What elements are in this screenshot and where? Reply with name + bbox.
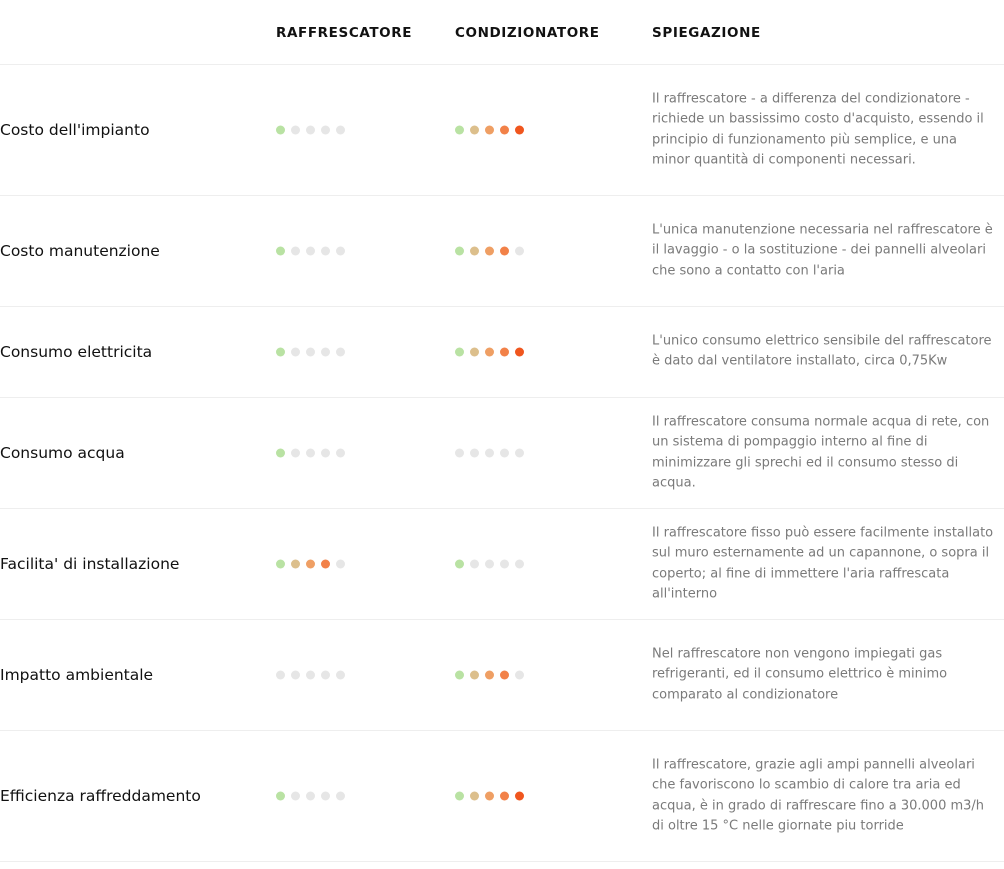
row-label: Costo dell'impianto <box>0 121 150 139</box>
rating-dot <box>336 449 345 458</box>
rating-dot <box>336 126 345 135</box>
row-label: Efficienza raffreddamento <box>0 787 201 805</box>
rating-dot <box>515 247 524 256</box>
raffrescatore-rating <box>276 560 345 569</box>
rating-dot <box>500 560 509 569</box>
rating-dot <box>276 560 285 569</box>
row-label: Facilita' di installazione <box>0 555 180 573</box>
condizionatore-rating <box>455 126 524 135</box>
rating-dot <box>306 560 315 569</box>
rating-dot <box>336 560 345 569</box>
rating-dot <box>321 348 330 357</box>
rating-dot <box>306 348 315 357</box>
rating-dot <box>291 560 300 569</box>
row-description: L'unica manutenzione necessaria nel raffrescatore è il lavaggio - o la sostituzione - dei pannelli alveolari che sono a contatto con l'aria <box>652 222 993 279</box>
rating-dot <box>500 247 509 256</box>
rating-dot <box>485 126 494 135</box>
rating-dot <box>321 449 330 458</box>
rating-dot <box>321 126 330 135</box>
condizionatore-rating <box>455 671 524 680</box>
rating-dot <box>276 449 285 458</box>
rating-dot <box>336 671 345 680</box>
rating-dot <box>336 348 345 357</box>
rating-dot <box>336 792 345 801</box>
table-row <box>0 398 1004 509</box>
condizionatore-rating <box>455 792 524 801</box>
raffrescatore-rating <box>276 792 345 801</box>
rating-dot <box>470 560 479 569</box>
rating-dot <box>515 792 524 801</box>
rating-dot <box>470 792 479 801</box>
rating-dot <box>470 247 479 256</box>
rating-dot <box>485 792 494 801</box>
rating-dot <box>321 671 330 680</box>
raffrescatore-rating <box>276 126 345 135</box>
header-condizionatore: CONDIZIONATORE <box>455 25 600 41</box>
rating-dot <box>455 671 464 680</box>
rating-dot <box>276 247 285 256</box>
comparison-header <box>0 0 1004 65</box>
rating-dot <box>515 449 524 458</box>
condizionatore-rating <box>455 560 524 569</box>
table-row <box>0 65 1004 196</box>
rating-dot <box>336 247 345 256</box>
row-description: L'unico consumo elettrico sensibile del raffrescatore è dato dal ventilatore installato, circa 0,75Kw <box>652 333 992 369</box>
rating-dot <box>455 560 464 569</box>
table-row <box>0 307 1004 398</box>
table-row <box>0 196 1004 307</box>
rating-dot <box>515 348 524 357</box>
rating-dot <box>515 671 524 680</box>
rating-dot <box>455 348 464 357</box>
rating-dot <box>470 126 479 135</box>
rating-dot <box>500 449 509 458</box>
rating-dot <box>306 126 315 135</box>
rating-dot <box>306 449 315 458</box>
rating-dot <box>485 449 494 458</box>
rating-dot <box>291 792 300 801</box>
row-label: Consumo elettricita <box>0 343 153 361</box>
condizionatore-rating <box>455 348 524 357</box>
rating-dot <box>485 671 494 680</box>
rating-dot <box>500 792 509 801</box>
raffrescatore-rating <box>276 449 345 458</box>
raffrescatore-rating <box>276 247 345 256</box>
condizionatore-rating <box>455 247 524 256</box>
row-description: Il raffrescatore - a differenza del condizionatore - richiede un bassissimo costo d'acquisto, essendo il principio di funzionamento più semplice, e una minor quantità di componenti necessari. <box>652 91 984 168</box>
rating-dot <box>470 348 479 357</box>
rating-dot <box>455 247 464 256</box>
table-row <box>0 509 1004 620</box>
rating-dot <box>321 560 330 569</box>
rating-dot <box>485 348 494 357</box>
rating-dot <box>470 671 479 680</box>
rating-dot <box>455 126 464 135</box>
rating-dot <box>500 126 509 135</box>
rating-dot <box>515 126 524 135</box>
condizionatore-rating <box>455 449 524 458</box>
rating-dot <box>500 348 509 357</box>
row-description: Il raffrescatore fisso può essere facilmente installato sul muro esternamente ad un capannone, o sopra il coperto; al fine di immettere l'aria raffrescata all'interno <box>652 525 994 602</box>
row-description: Il raffrescatore consuma normale acqua di rete, con un sistema di pompaggio interno al fine di minimizzare gli sprechi ed il consumo stesso di acqua. <box>652 414 990 491</box>
row-label: Costo manutenzione <box>0 242 160 260</box>
rating-dot <box>321 247 330 256</box>
rating-dot <box>485 247 494 256</box>
rating-dot <box>306 671 315 680</box>
rating-dot <box>276 348 285 357</box>
table-row <box>0 620 1004 731</box>
rating-dot <box>291 247 300 256</box>
rating-dot <box>291 348 300 357</box>
row-label: Impatto ambientale <box>0 666 154 684</box>
header-raffrescatore: RAFFRESCATORE <box>276 25 413 41</box>
row-label: Consumo acqua <box>0 444 125 462</box>
rating-dot <box>485 560 494 569</box>
rating-dot <box>515 560 524 569</box>
header-spiegazione: SPIEGAZIONE <box>652 25 761 41</box>
rating-dot <box>276 671 285 680</box>
raffrescatore-rating <box>276 348 345 357</box>
raffrescatore-rating <box>276 671 345 680</box>
rating-dot <box>455 449 464 458</box>
rating-dot <box>321 792 330 801</box>
table-row <box>0 731 1004 862</box>
rating-dot <box>276 792 285 801</box>
rating-dot <box>455 792 464 801</box>
row-description: Il raffrescatore, grazie agli ampi pannelli alveolari che favoriscono lo scambio di calore tra aria ed acqua, è in grado di raffrescare fino a 30.000 m3/h di oltre 15 °C nelle giornate piu torride <box>652 757 985 834</box>
rating-dot <box>500 671 509 680</box>
rating-dot <box>276 126 285 135</box>
rating-dot <box>470 449 479 458</box>
rating-dot <box>306 247 315 256</box>
row-description: Nel raffrescatore non vengono impiegati gas refrigeranti, ed il consumo elettrico è minimo comparato al condizionatore <box>652 646 948 703</box>
rating-dot <box>306 792 315 801</box>
rating-dot <box>291 449 300 458</box>
rating-dot <box>291 671 300 680</box>
rating-dot <box>291 126 300 135</box>
